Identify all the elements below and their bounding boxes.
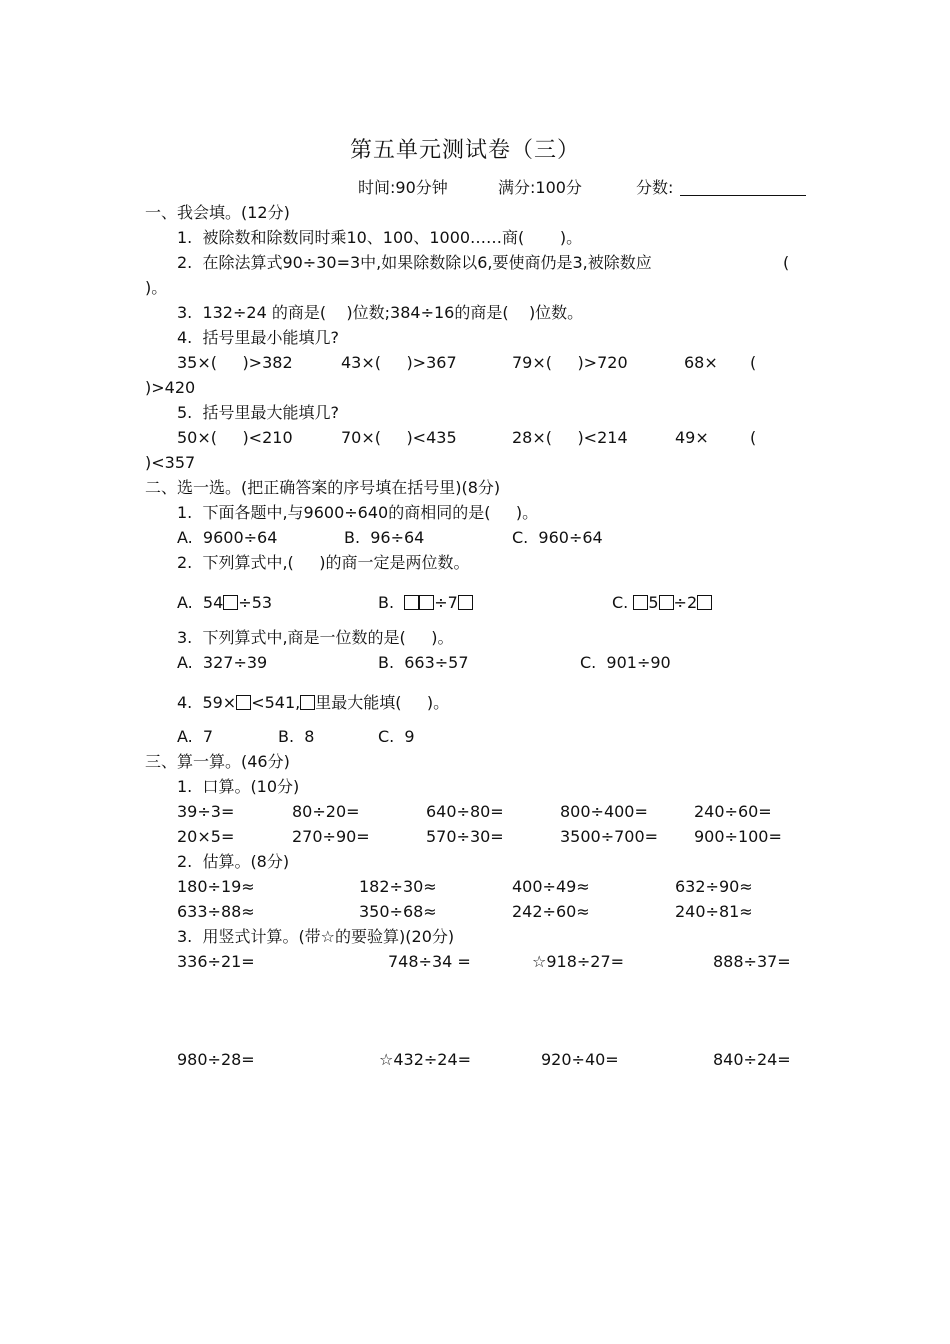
blank-box xyxy=(633,595,648,610)
s1-q4-item: 35×( )>382 xyxy=(177,353,293,372)
s2-q4-option: B. 8 xyxy=(278,727,315,746)
s1-question-1: 1. 被除数和除数同时乘10、100、1000……商( )。 xyxy=(177,228,583,247)
s3-part-3: 3. 用竖式计算。(带☆的要验算)(20分) xyxy=(177,927,455,946)
s3-part-2: 2. 估算。(8分) xyxy=(177,852,290,871)
oral-calc: 20×5= xyxy=(177,827,235,846)
s1-q5-cont: )<357 xyxy=(145,453,196,472)
oral-calc: 800÷400= xyxy=(560,802,648,821)
s1-q4-item: ( xyxy=(750,353,757,372)
estimate-calc: 180÷19≈ xyxy=(177,877,255,896)
time-label: 时间:90分钟 xyxy=(358,178,448,197)
s2-q2-option-b: B. ÷7 xyxy=(378,593,473,613)
vertical-calc: 888÷37= xyxy=(713,952,791,971)
oral-calc: 270÷90= xyxy=(292,827,370,846)
vertical-calc: 336÷21= xyxy=(177,952,255,971)
estimate-calc: 632÷90≈ xyxy=(675,877,753,896)
s2-q2-option-c: C. 5 ÷2 xyxy=(612,593,712,613)
oral-calc: 3500÷700= xyxy=(560,827,659,846)
oral-calc: 240÷60= xyxy=(694,802,772,821)
s2-q3-option: C. 901÷90 xyxy=(580,653,671,672)
s1-q5-item: ( xyxy=(750,428,757,447)
estimate-calc: 182÷30≈ xyxy=(359,877,437,896)
blank-box xyxy=(404,595,419,610)
s1-question-4: 4. 括号里最小能填几? xyxy=(177,328,339,347)
oral-calc: 900÷100= xyxy=(694,827,782,846)
s2-question-3: 3. 下列算式中,商是一位数的是( )。 xyxy=(177,628,454,647)
vertical-calc: 748÷34 = xyxy=(388,952,471,971)
estimate-calc: 242÷60≈ xyxy=(512,902,590,921)
vertical-calc: ☆432÷24= xyxy=(379,1050,472,1069)
s1-q4-item: 68× xyxy=(684,353,718,372)
s2-question-4: 4. 59× <541, 里最大能填( )。 xyxy=(177,693,450,712)
s1-q5-item: 50×( )<210 xyxy=(177,428,293,447)
s2-q3-option: B. 663÷57 xyxy=(378,653,469,672)
estimate-calc: 240÷81≈ xyxy=(675,902,753,921)
page-title: 第五单元测试卷（三） xyxy=(350,138,581,163)
oral-calc: 39÷3= xyxy=(177,802,235,821)
s2-q1-option: A. 9600÷64 xyxy=(177,528,278,547)
s1-question-2-paren: ( xyxy=(783,253,790,272)
s2-q1-option: C. 960÷64 xyxy=(512,528,603,547)
s2-q1-option: B. 96÷64 xyxy=(344,528,425,547)
s1-q5-item: 49× xyxy=(675,428,709,447)
s2-q4-option: C. 9 xyxy=(378,727,415,746)
s1-question-2: 2. 在除法算式90÷30=3中,如果除数除以6,要使商仍是3,被除数应 xyxy=(177,253,652,272)
blank-box xyxy=(419,595,434,610)
score-blank[interactable] xyxy=(680,195,806,196)
s1-question-2-cont: )。 xyxy=(145,278,168,297)
s1-question-5: 5. 括号里最大能填几? xyxy=(177,403,339,422)
blank-box xyxy=(300,695,315,710)
s2-q2-option-a: A. 54 ÷53 xyxy=(177,593,273,612)
blank-box xyxy=(236,695,251,710)
oral-calc: 80÷20= xyxy=(292,802,360,821)
oral-calc: 570÷30= xyxy=(426,827,504,846)
s1-q5-item: 28×( )<214 xyxy=(512,428,628,447)
vertical-calc: ☆918÷27= xyxy=(532,952,625,971)
blank-box xyxy=(223,595,238,610)
s2-q4-option: A. 7 xyxy=(177,727,214,746)
blank-box xyxy=(458,595,473,610)
s1-q5-item: 70×( )<435 xyxy=(341,428,457,447)
s2-question-2: 2. 下列算式中,( )的商一定是两位数。 xyxy=(177,553,470,572)
estimate-calc: 350÷68≈ xyxy=(359,902,437,921)
section3-heading: 三、算一算。(46分) xyxy=(145,752,290,771)
s2-q3-option: A. 327÷39 xyxy=(177,653,268,672)
oral-calc: 640÷80= xyxy=(426,802,504,821)
estimate-calc: 633÷88≈ xyxy=(177,902,255,921)
vertical-calc: 980÷28= xyxy=(177,1050,255,1069)
score-label: 分数: xyxy=(636,178,674,197)
s1-question-3: 3. 132÷24 的商是( )位数;384÷16的商是( )位数。 xyxy=(177,303,584,322)
s1-q4-item: 79×( )>720 xyxy=(512,353,628,372)
s1-q4-cont: )>420 xyxy=(145,378,196,397)
s2-question-1: 1. 下面各题中,与9600÷640的商相同的是( )。 xyxy=(177,503,539,522)
full-score-label: 满分:100分 xyxy=(498,178,582,197)
vertical-calc: 840÷24= xyxy=(713,1050,791,1069)
blank-box xyxy=(697,595,712,610)
blank-box xyxy=(659,595,674,610)
vertical-calc: 920÷40= xyxy=(541,1050,619,1069)
s1-q4-item: 43×( )>367 xyxy=(341,353,457,372)
section2-heading: 二、选一选。(把正确答案的序号填在括号里)(8分) xyxy=(145,478,501,497)
s3-part-1: 1. 口算。(10分) xyxy=(177,777,300,796)
estimate-calc: 400÷49≈ xyxy=(512,877,590,896)
section1-heading: 一、我会填。(12分) xyxy=(145,203,290,222)
